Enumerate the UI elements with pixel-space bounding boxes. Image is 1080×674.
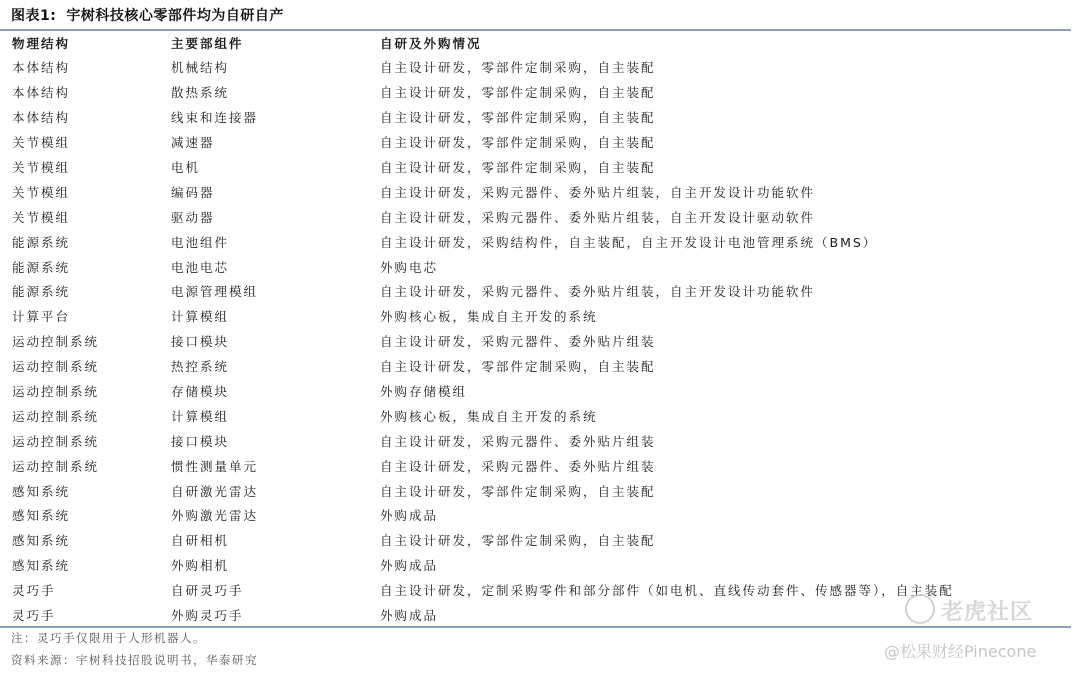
figure-title [11,5,284,25]
cell-physical-structure: 运动控制系统 [12,334,100,350]
table-row [12,379,1072,404]
cell-sourcing: 自主设计研发，采购元器件、委外贴片组装，自主开发设计功能软件 [380,284,816,300]
table-row [12,229,1072,254]
cell-sourcing: 自主设计研发，采购元器件、委外贴片组装，自主开发设计功能软件 [380,184,816,200]
components-table [12,31,1072,627]
table-row [12,279,1072,304]
header-main-components: 主要部组件 [171,36,244,51]
watermark-pinecone: @松果财经Pinecone [884,642,1037,661]
table-row [12,55,1072,80]
cell-component: 电池电芯 [171,259,230,275]
table-row [12,130,1072,155]
table-row [12,254,1072,279]
cell-physical-structure: 运动控制系统 [12,359,100,375]
table-row [12,155,1072,180]
cell-component: 电池组件 [171,234,230,250]
cell-sourcing: 外购成品 [380,558,439,574]
table-source: 资料来源：宇树科技招股说明书，华泰研究 [11,653,258,667]
table-row [12,428,1072,453]
header-physical-structure: 物理结构 [12,36,71,51]
table-row [12,403,1072,428]
table-container [12,31,1072,627]
cell-component: 接口模块 [171,334,230,350]
cell-sourcing: 外购成品 [380,608,439,624]
cell-sourcing: 外购核心板，集成自主开发的系统 [380,408,598,424]
cell-sourcing: 自主设计研发，采购元器件、委外贴片组装，自主开发设计驱动软件 [380,209,816,225]
cell-component: 电机 [171,160,201,175]
cell-physical-structure: 关节模组 [12,135,71,151]
cell-sourcing: 外购电芯 [380,259,439,275]
cell-physical-structure: 运动控制系统 [12,458,100,474]
cell-physical-structure: 灵巧手 [12,608,56,624]
cell-component: 惯性测量单元 [171,458,259,474]
table-row [12,105,1072,130]
cell-physical-structure: 关节模组 [12,160,71,175]
cell-sourcing: 自主设计研发，采购元器件、委外贴片组装 [380,458,656,474]
cell-component: 计算模组 [171,309,230,325]
figure-title-text: 宇树科技核心零部件均为自研自产 [66,8,284,24]
cell-component: 外购激光雷达 [171,508,259,524]
watermark-logo-icon [905,594,935,624]
table-row [12,354,1072,379]
cell-component: 自研灵巧手 [171,583,244,599]
cell-component: 热控系统 [171,359,230,375]
table-row [12,503,1072,528]
cell-component: 电源管理模组 [171,284,259,300]
cell-component: 线束和连接器 [171,110,259,126]
cell-component: 自研相机 [171,533,230,549]
cell-physical-structure: 感知系统 [12,508,71,524]
cell-sourcing: 自主设计研发，零部件定制采购，自主装配 [380,110,656,126]
cell-sourcing: 自主设计研发，零部件定制采购，自主装配 [380,85,656,101]
table-row [12,478,1072,503]
cell-sourcing: 外购存储模组 [380,384,468,400]
table-row [12,553,1072,578]
table-row [12,304,1072,329]
table-row [12,528,1072,553]
cell-physical-structure: 本体结构 [12,60,71,76]
cell-sourcing: 外购核心板，集成自主开发的系统 [380,309,598,325]
cell-sourcing: 自主设计研发，零部件定制采购，自主装配 [380,359,656,375]
cell-component: 外购相机 [171,558,230,574]
table-row [12,179,1072,204]
cell-component: 机械结构 [171,60,230,76]
cell-component: 计算模组 [171,408,230,424]
cell-physical-structure: 运动控制系统 [12,408,100,424]
cell-physical-structure: 能源系统 [12,234,71,250]
cell-sourcing: 自主设计研发，零部件定制采购，自主装配 [380,135,656,151]
cell-physical-structure: 感知系统 [12,533,71,549]
cell-component: 编码器 [171,184,215,200]
watermark-tiger-text: 老虎社区 [941,600,1034,625]
cell-physical-structure: 关节模组 [12,184,71,200]
table-row [12,453,1072,478]
cell-physical-structure: 本体结构 [12,85,71,101]
table-row [12,80,1072,105]
bottom-rule [0,626,1071,628]
cell-component: 驱动器 [171,209,215,225]
header-sourcing: 自研及外购情况 [380,36,482,51]
watermark-tiger [905,594,1033,626]
cell-sourcing: 自主设计研发，定制采购零件和部分部件（如电机、直线传动套件、传感器等），自主装配 [380,583,954,599]
table-header-row [12,31,1072,55]
cell-component: 自研激光雷达 [171,483,259,499]
cell-physical-structure: 本体结构 [12,110,71,126]
cell-sourcing: 外购成品 [380,508,439,524]
cell-sourcing: 自主设计研发，零部件定制采购，自主装配 [380,533,656,549]
table-body [12,55,1072,627]
cell-component: 散热系统 [171,85,230,101]
figure-label: 图表1: [11,8,57,24]
cell-sourcing: 自主设计研发，零部件定制采购，自主装配 [380,483,656,499]
cell-component: 存储模块 [171,384,230,400]
cell-sourcing: 自主设计研发，零部件定制采购，自主装配 [380,160,656,175]
cell-sourcing: 自主设计研发，采购元器件、委外贴片组装 [380,433,656,449]
cell-sourcing: 自主设计研发，零部件定制采购，自主装配 [380,60,656,76]
cell-component: 减速器 [171,135,215,151]
cell-physical-structure: 关节模组 [12,209,71,225]
cell-physical-structure: 计算平台 [12,309,71,325]
cell-component: 接口模块 [171,433,230,449]
cell-component: 外购灵巧手 [171,608,244,624]
table-row [12,204,1072,229]
cell-physical-structure: 能源系统 [12,284,71,300]
cell-physical-structure: 运动控制系统 [12,384,100,400]
cell-physical-structure: 运动控制系统 [12,433,100,449]
cell-physical-structure: 能源系统 [12,259,71,275]
cell-physical-structure: 感知系统 [12,483,71,499]
cell-sourcing: 自主设计研发，采购元器件、委外贴片组装 [380,334,656,350]
cell-physical-structure: 灵巧手 [12,583,56,599]
table-note: 注：灵巧手仅限用于人形机器人。 [11,631,206,645]
cell-sourcing: 自主设计研发，采购结构件，自主装配，自主开发设计电池管理系统（BMS） [380,234,878,250]
cell-physical-structure: 感知系统 [12,558,71,574]
table-row [12,329,1072,354]
